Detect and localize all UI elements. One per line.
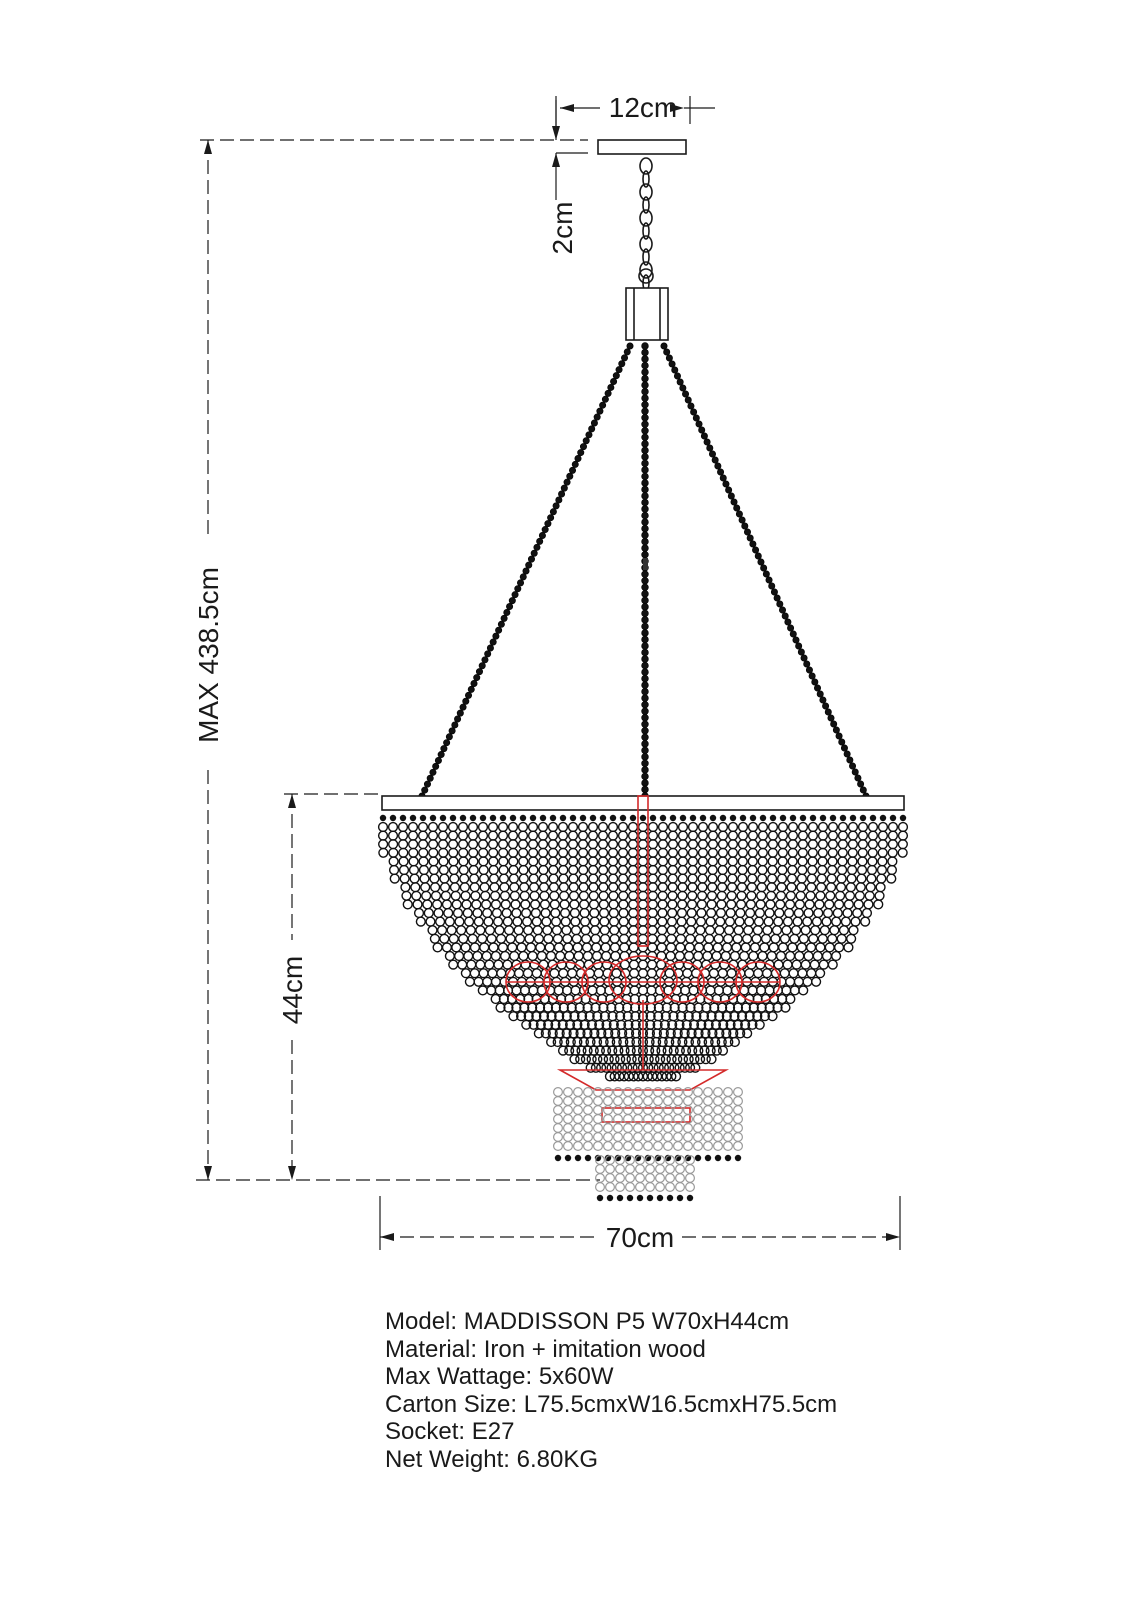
- canopy-width-label: 12cm: [608, 92, 678, 123]
- hanging-bead-chains: [419, 343, 869, 800]
- dimension-lines: [196, 96, 900, 1250]
- lower-bead-tier: [554, 1088, 743, 1202]
- body-width-label: 70cm: [605, 1222, 675, 1253]
- body-height-label: 44cm: [277, 955, 308, 1025]
- spec-model: Model: MADDISSON P5 W70xH44cm: [385, 1308, 790, 1335]
- spec-socket: Socket: E27: [385, 1418, 515, 1445]
- chain-connector: [626, 288, 668, 340]
- spec-material: Material: Iron + imitation wood: [385, 1335, 706, 1363]
- ceiling-canopy: [598, 140, 686, 154]
- spec-weight: Net Weight: 6.80KG: [385, 1445, 598, 1473]
- suspension-chain: [639, 158, 653, 291]
- canopy-height-label: 2cm: [547, 201, 578, 255]
- spec-carton: Carton Size: L75.5cmxW16.5cmxH75.5cm: [385, 1390, 838, 1418]
- spec-wattage: Max Wattage: 5x60W: [385, 1363, 614, 1390]
- spec-list: [385, 1308, 837, 1473]
- max-height-label: MAX 438.5cm: [193, 567, 224, 743]
- bowl-top-ring: [382, 796, 904, 810]
